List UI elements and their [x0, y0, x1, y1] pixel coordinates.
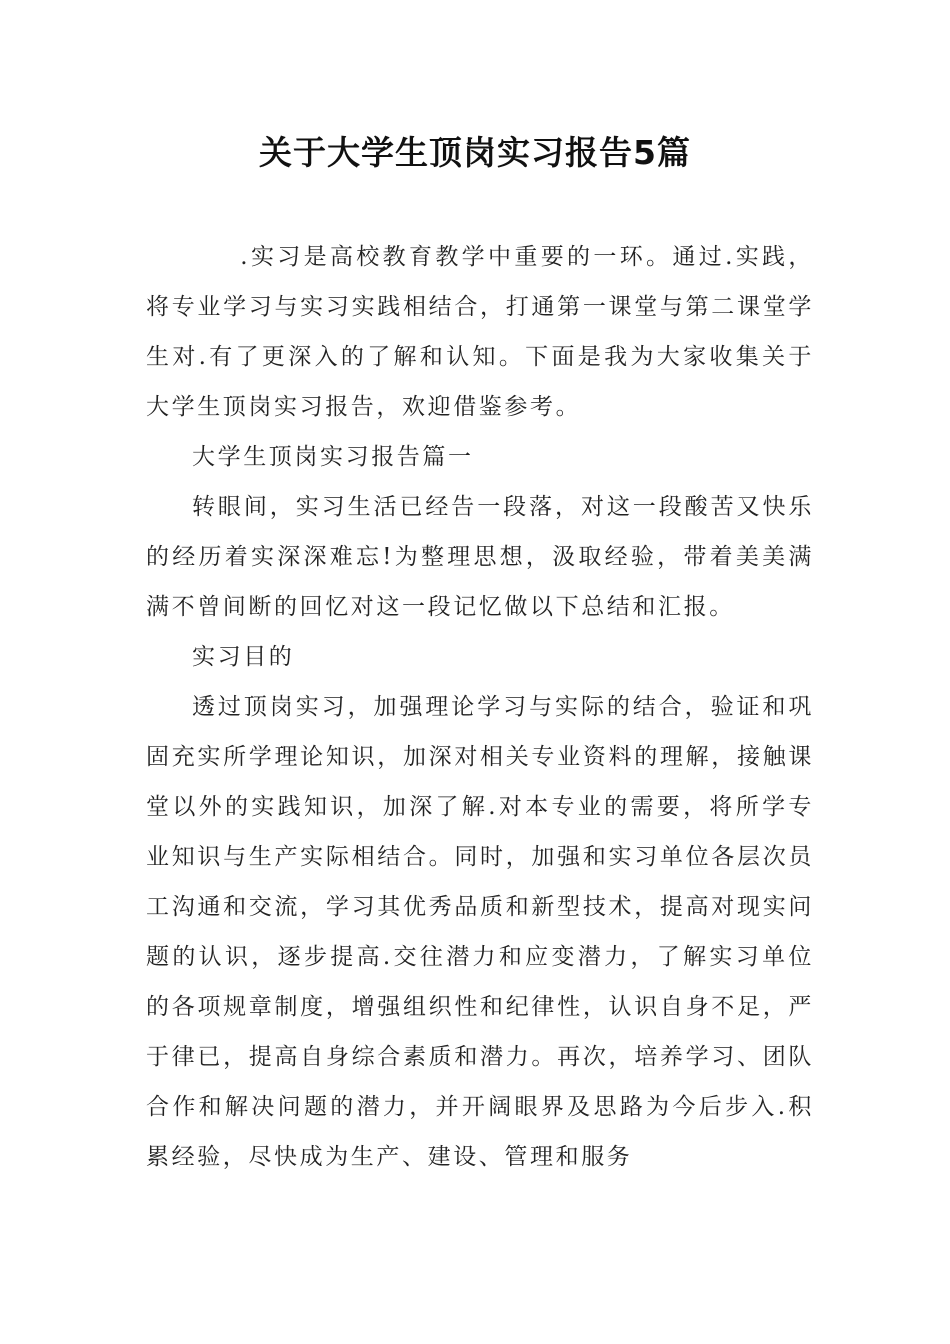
section-heading-purpose: 实习目的 — [192, 644, 295, 670]
purpose-paragraph: 透过顶岗实习，加强理论学习与实际的结合，验证和巩固充实所学理论知识，加深对相关专业资料的理解，接触课堂以外的实践知识，加深了解.对本专业的需要，将所学专业知识与生产实际相结合。同时，加强和实习单位各层次员工沟通和交流，学习其优秀品质和新型技术，提高对现实问题的认识，逐步提高.交往潜力和应变潜力，了解实习单位的各项规章制度，增强组织性和纪律性，认识自身不足，严于律已，提高自身综合素质和潜力。再次，培养学习、团队合作和解决问题的潜力，并开阔眼界及思路为今后步入.积累经验，尽快成为生产、建设、管理和服务 — [146, 694, 814, 1170]
section-heading-part-one: 大学生顶岗实习报告篇一 — [192, 444, 474, 470]
intro-paragraph: .实习是高校教育教学中重要的一环。通过.实践，将专业学习与实习实践相结合，打通第一课堂与第二课堂学生对.有了更深入的了解和认知。下面是我为大家收集关于大学生顶岗实习报告，欢迎借鉴参考。 — [146, 244, 814, 420]
document-title: 关于大学生顶岗实习报告5篇 — [259, 133, 691, 172]
opening-paragraph: 转眼间，实习生活已经告一段落，对这一段酸苦又快乐的经历着实深深难忘!为整理思想，汲取经验，带着美美满满不曾间断的回忆对这一段记忆做以下总结和汇报。 — [146, 494, 814, 620]
document-body — [146, 232, 814, 1182]
